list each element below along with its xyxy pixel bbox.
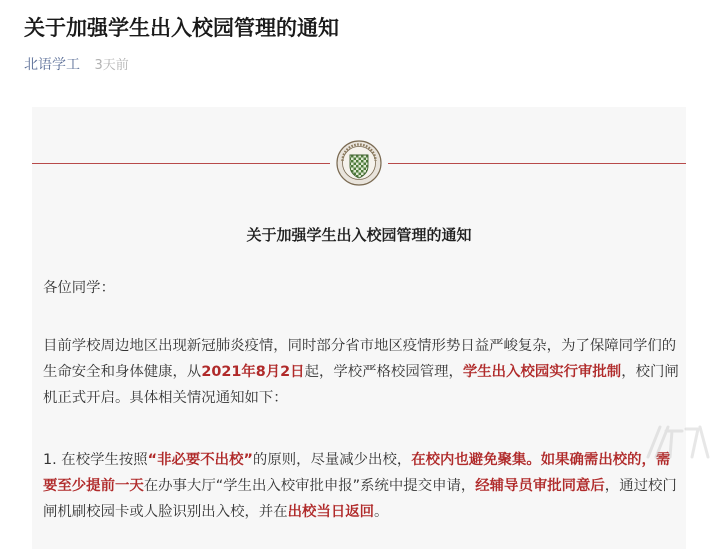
article-title: 关于加强学生出入校园管理的通知	[24, 16, 339, 40]
divider-right	[388, 163, 686, 164]
paragraph-1-text: 起，学校严格校园管理，	[304, 364, 463, 380]
notice-greeting: 各位同学：	[43, 280, 115, 296]
divider-left	[32, 163, 330, 164]
emphasized-principle: “非必要不出校”	[147, 452, 253, 468]
university-seal-icon	[336, 140, 382, 186]
notice-heading: 关于加强学生出入校园管理的通知	[246, 226, 472, 244]
paragraph-2-text: 。	[374, 504, 389, 520]
paragraph-2-text: 1. 在校学生按照	[43, 452, 148, 468]
notice-paragraph-1	[43, 333, 679, 411]
paragraph-2-text: 在办事大厅“学生出入校审批申报”系统中提交申请，	[143, 478, 476, 494]
emphasized-approval: 经辅导员审批同意后	[475, 478, 605, 494]
watermark-logo-icon	[642, 417, 712, 467]
article-meta	[24, 54, 129, 76]
paragraph-2-text: ，通过校门闸机刷校园卡或人脸识别出入校，并在	[43, 478, 677, 520]
emphasized-date: 2021年8月2日	[201, 364, 305, 380]
paragraph-2-text: 的原则，尽量减少出校，	[252, 452, 412, 468]
notice-paragraph-2	[43, 447, 679, 525]
emphasized-requirement: 在校内也避免聚集。如果确需出校的，需要至少提前一天	[43, 452, 671, 494]
paragraph-1-text: ，校门闸机正式开启。具体相关情况通知如下：	[43, 364, 679, 406]
publish-time: 3天前	[94, 58, 129, 73]
emphasized-approval-policy: 学生出入校园实行审批制	[462, 364, 622, 380]
account-name-link[interactable]: 北语学工	[24, 57, 80, 73]
paragraph-1-text: 目前学校周边地区出现新冠肺炎疫情，同时部分省市地区疫情形势日益严峻复杂，为了保障同学们的生命安全和身体健康，从	[43, 338, 677, 380]
emphasized-return: 出校当日返回	[287, 504, 375, 520]
notice-card	[32, 107, 686, 549]
